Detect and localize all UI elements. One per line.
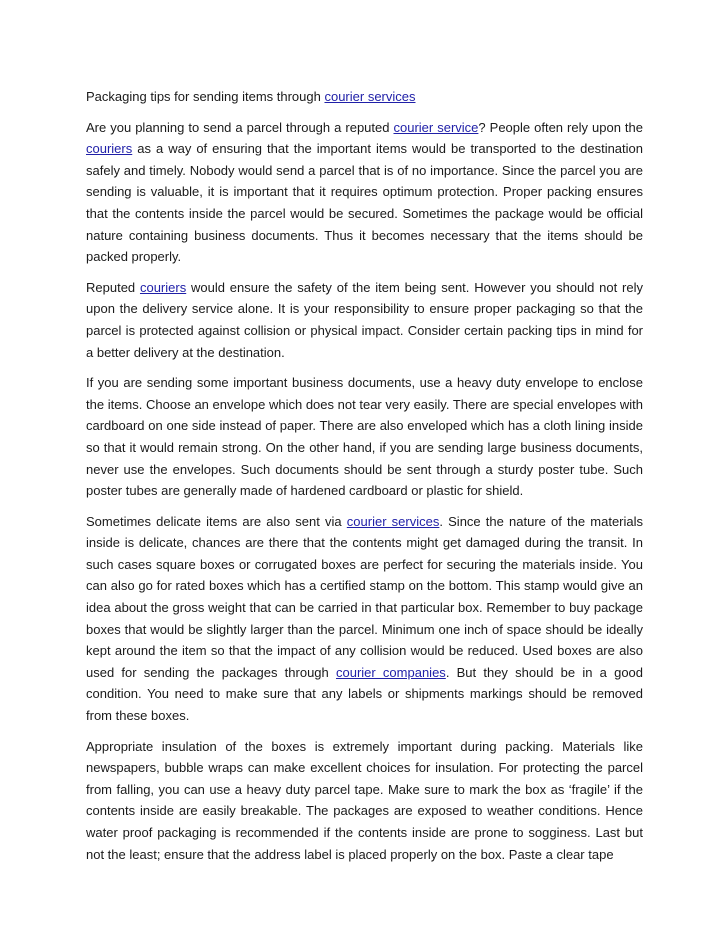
courier-services-link[interactable]: courier services (346, 513, 440, 529)
paragraph-insulation (86, 736, 643, 866)
paragraph-text: If you are sending some important business documents, use a heavy duty envelope to enclose the items. Choose an envelope which does not tear very easily. There are special envelopes with cardboard on one side instead of paper. There are also enveloped which has a cloth lining inside so that it would remain strong. On the other hand, if you are sending large business documents, never use the envelopes. Such documents should be sent through a sturdy poster tube. Such poster tubes are generally made of hardened cardboard or plastic for shield. (86, 375, 643, 499)
document-page (86, 86, 643, 874)
paragraph-text: as a way of ensuring that the important items would be transported to the destination safely and timely. Nobody would send a parcel that is of no importance. Since the parcel you are sending is valuable, it is important that it requires optimum protection. Proper packing ensures that the contents inside the parcel would be secured. Sometimes the package would be official nature containing business documents. Thus it becomes necessary that the items should be packed properly. (86, 141, 643, 265)
paragraph-text: . But they should be in a good condition. You need to make sure that any labels or shipments markings should be removed from these boxes. (86, 664, 644, 724)
paragraph-text: ? People often rely upon the (478, 119, 643, 135)
paragraph-text: Are you planning to send a parcel through a reputed (86, 119, 394, 135)
paragraph-text: would ensure the safety of the item being sent. However you should not rely upon the delivery service alone. It is your responsibility to ensure proper packaging so that the parcel is protected against collision or physical impact. Consider certain packing tips in mind for a better delivery at the destination. (86, 279, 643, 360)
title-courier-services-link[interactable]: courier services (324, 89, 416, 104)
paragraph-reputed-couriers (86, 277, 643, 363)
couriers-link[interactable]: couriers (86, 141, 133, 157)
paragraph-text: . Since the nature of the materials inside is delicate, chances are there that the contents might get damaged during the transit. In such cases square boxes or corrugated boxes are perfect for securing the materials inside. You can also go for rated boxes which has a certified stamp on the bottom. This stamp would give an idea about the gross weight that can be carried in that particular box. Remember to buy package boxes that would be slightly larger than the parcel. Minimum one inch of space should be ideally kept around the item so that the impact of any collision would be reduced. Used boxes are also used for sending the packages through (86, 513, 644, 680)
paragraph-text: Reputed (86, 279, 140, 295)
title-text: Packaging tips for sending items through (86, 89, 325, 104)
couriers-link[interactable]: couriers (139, 279, 187, 295)
paragraph-intro (86, 117, 643, 268)
paragraph-business-documents (86, 372, 643, 502)
paragraph-delicate-items (86, 511, 643, 727)
document-title (86, 86, 643, 108)
courier-service-link[interactable]: courier service (393, 119, 479, 135)
courier-companies-link[interactable]: courier companies (335, 664, 446, 680)
paragraph-text: Appropriate insulation of the boxes is extremely important during packing. Materials like newspapers, bubble wraps can make excellent choices for insulation. For protecting the parcel from falling, you can use a heavy duty parcel tape. Make sure to mark the box as ‘fragile’ if the contents inside are easily breakable. The packages are exposed to weather conditions. Hence water proof packaging is recommended if the contents inside are prone to sogginess. Last but not the least; ensure that the address label is placed properly on the box. Paste a clear tape (86, 738, 643, 862)
paragraph-text: Sometimes delicate items are also sent via (86, 513, 347, 529)
